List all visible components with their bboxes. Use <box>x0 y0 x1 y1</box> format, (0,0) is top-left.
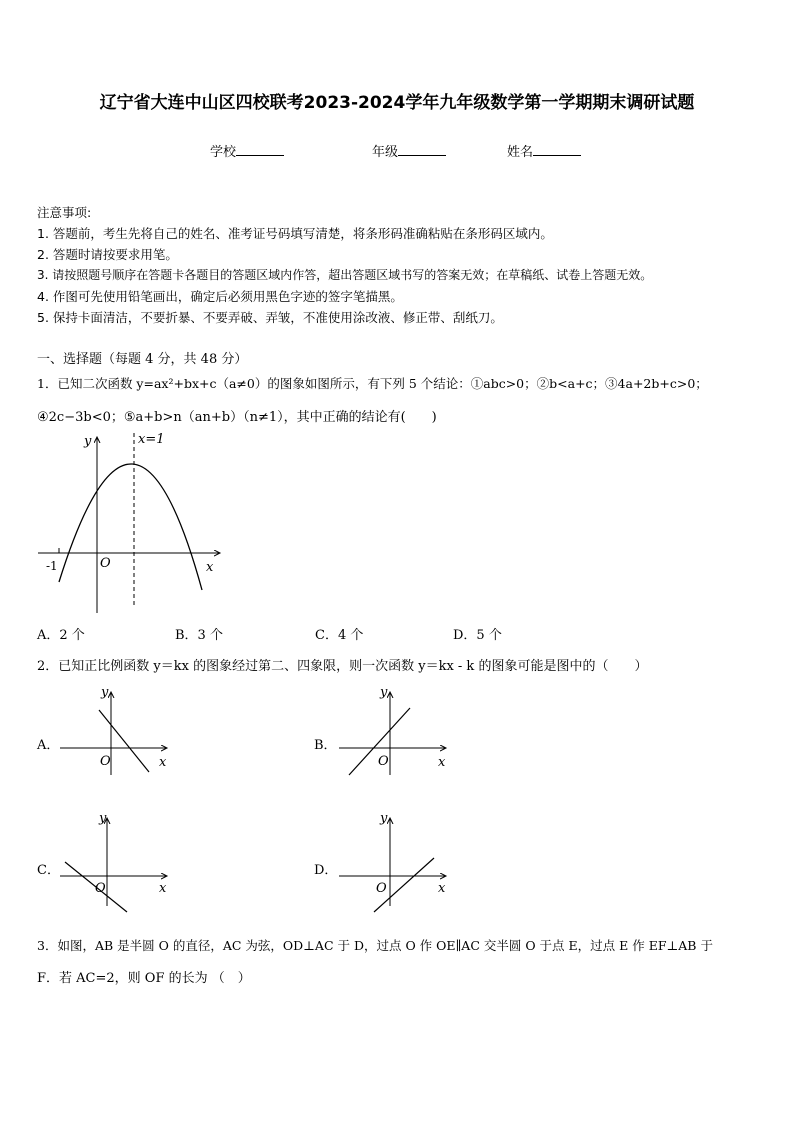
q2-text: 2．已知正比例函数 y＝kx 的图象经过第二、四象限，则一次函数 y＝kx - k 的图象可能是图中的（ ） <box>37 659 648 674</box>
note-item: 2. 答题时请按要求用笔。 <box>37 247 178 262</box>
name-label: 姓名 <box>507 145 534 160</box>
x-axis-label: x <box>159 755 167 770</box>
y-axis-label: y <box>84 434 92 449</box>
q3-line1: 3．如图，AB 是半圆 O 的直径，AC 为弦，OD⊥AC 于 D，过点 O 作 OE∥AC 交半圆 O 于点 E，过点 E 作 EF⊥AB 于 <box>37 938 713 953</box>
q1-option-a: A．2 个 <box>37 628 85 643</box>
q2-option-c-label: C． <box>37 863 60 878</box>
notes-heading: 注意事项: <box>37 205 92 220</box>
q1-line1: 1．已知二次函数 y=ax²+bx+c（a≠0）的图象如图所示，有下列 5 个结论：①abc>0；②b<a+c；③4a+2b+c>0； <box>37 376 708 391</box>
name-blank <box>533 143 581 156</box>
school-blank <box>236 143 284 156</box>
y-axis-label: y <box>101 685 109 700</box>
neg-one-label: -1 <box>46 559 58 573</box>
x-axis-label: x <box>438 755 446 770</box>
q2-option-b-label: B． <box>314 738 337 753</box>
q1-parabola-figure <box>30 425 230 620</box>
q1-option-b: B．3 个 <box>175 628 223 643</box>
q1-option-c: C．4 个 <box>315 628 364 643</box>
origin-label: O <box>100 556 111 571</box>
q2-option-d-label: D． <box>314 863 338 878</box>
q2-option-a-label: A． <box>37 738 60 753</box>
symmetry-label: x=1 <box>138 432 165 447</box>
school-field <box>210 141 284 160</box>
note-item: 4. 作图可先使用铅笔画出，确定后必须用黑色字迹的签字笔描黑。 <box>37 289 403 304</box>
origin-label: O <box>378 754 389 769</box>
q2-option-a-graph <box>55 680 180 780</box>
school-label: 学校 <box>210 145 237 160</box>
parabola-curve <box>59 464 202 590</box>
grade-label: 年级 <box>372 145 399 160</box>
origin-label: O <box>100 754 111 769</box>
q3-line2: F．若 AC=2，则 OF 的长为 （ ） <box>37 971 251 986</box>
y-axis-label: y <box>380 685 388 700</box>
y-axis-label: y <box>380 811 388 826</box>
note-item: 1. 答题前，考生先将自己的姓名、准考证号码填写清楚，将条形码准确粘贴在条形码区域内。 <box>37 226 553 241</box>
note-item: 3. 请按照题号顺序在答题卡各题目的答题区域内作答，超出答题区域书写的答案无效；在草稿纸、试卷上答题无效。 <box>37 268 653 282</box>
x-axis-label: x <box>438 881 446 896</box>
x-axis-label: x <box>206 560 214 575</box>
page-title: 辽宁省大连中山区四校联考2023-2024学年九年级数学第一学期期末调研试题 <box>99 93 695 113</box>
q1-option-d: D．5 个 <box>453 628 502 643</box>
q2-option-c-graph <box>55 806 180 916</box>
origin-label: O <box>95 881 106 896</box>
note-item: 5. 保持卡面清洁，不要折暴、不要弄破、弄皱，不准使用涂改液、修正带、刮纸刀。 <box>37 310 503 325</box>
section-heading: 一、选择题（每题 4 分，共 48 分） <box>37 352 248 367</box>
origin-label: O <box>376 881 387 896</box>
q2-option-b-graph <box>334 680 459 780</box>
grade-blank <box>398 143 446 156</box>
grade-field <box>372 141 446 160</box>
y-axis-label: y <box>99 811 107 826</box>
q1-line2: ④2c−3b<0；⑤a+b>n（an+b）（n≠1），其中正确的结论有( ) <box>37 410 437 425</box>
q2-option-d-graph <box>334 806 459 916</box>
name-field <box>507 141 581 160</box>
x-axis-label: x <box>159 881 167 896</box>
